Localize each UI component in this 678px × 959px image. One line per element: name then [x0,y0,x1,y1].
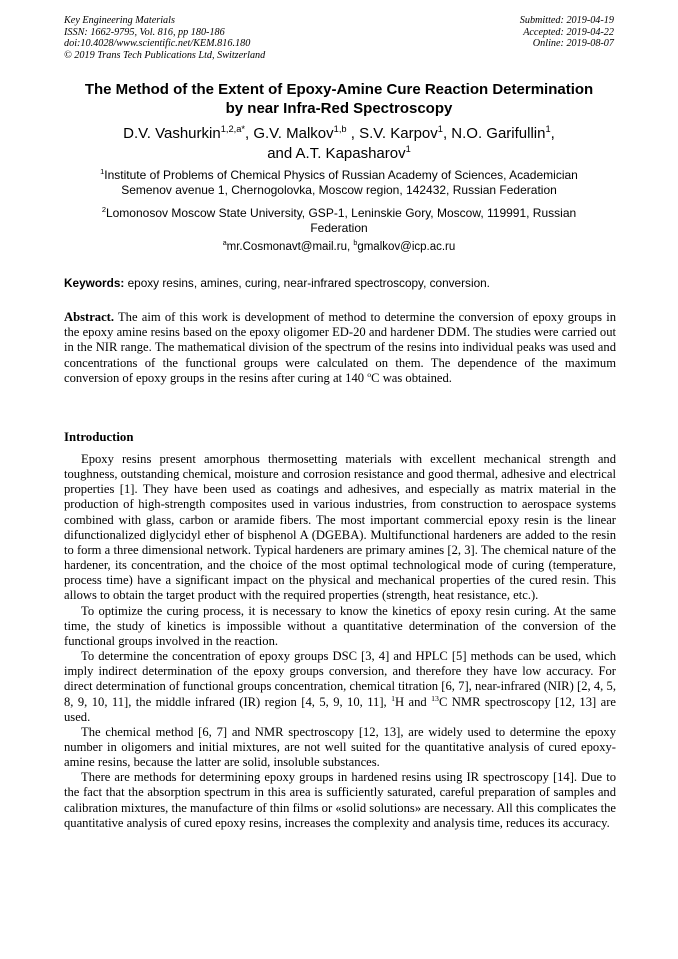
abstract-section [64,310,616,386]
author-list [40,124,638,164]
author-name: N.O. Garifullin [451,125,546,142]
intro-paragraph-5: There are methods for determining epoxy groups in hardened resins using IR spectroscopy [14]. Due to the fact that the absorption spectrum in this area is sufficiently saturated, careful preparation of samples and calibration mixtures, the manufacture of thin films or «solid solutions» are necessary. All this complicates the quantitative analysis of cured epoxy resins, increases the complexity and analysis time, reduces its accuracy. [64,770,616,830]
keywords-section [64,276,616,290]
introduction-body [64,452,616,831]
online-date: Online: 2019-08-07 [532,38,614,50]
author-separator: , [346,125,360,142]
intro-paragraph-2: To optimize the curing process, it is necessary to know the kinetics of epoxy resin curing. At the same time, the study of kinetics is impossible without a quantitative determination of the conversion of the functional groups involved in the reaction. [64,603,616,648]
intro-p3-text: C NMR spectroscopy [12, 13] are used. [64,694,616,724]
author-affiliation-mark: 1,2,a* [220,124,245,134]
abstract-label: Abstract. [64,310,115,324]
keywords-label: Keywords: [64,276,125,290]
affiliation-mark: 1 [100,167,105,176]
author-name: G.V. Malkov [253,125,334,142]
intro-paragraph-3 [64,649,616,725]
abstract-text-end: C was obtained. [371,370,452,385]
isotope-mark-1h: 1 [391,693,396,703]
author-name: S.V. Karpov [359,125,438,142]
paper-title [40,80,638,118]
author-separator: , [245,125,254,142]
email-mark-b: b [353,239,358,248]
journal-name: Key Engineering Materials [64,15,175,26]
journal-header-left [64,15,265,61]
author-affiliation-mark: 1 [405,144,411,154]
isotope-mark-13c: 13 [431,693,439,703]
author-emails [40,240,638,254]
journal-header-right [520,15,614,50]
intro-p3-text: H and [395,694,432,709]
intro-paragraph-1: Epoxy resins present amorphous thermosetting materials with excellent mechanical strength and toughness, outstanding chemical, moisture and corrosion resistance and good thermal, adhesive and electrical properties [1]. They have been used as coatings and adhesives, and especially as matrix material in the production of high-strength composites used in various industries, from construction to aerospace systems combined with glass, carbon or aramide fibers. The most important commercial epoxy resin is the linear difunctionalized diglycidyl ether of bisphenol A (DGEBA). Multifunctional hardeners are added to the resin to form a three dimensional network. Typical hardeners are primary amines [2, 3]. The chemical nature of the hardener, its concentration, and the choice of the most optimal technological mode of curing (temperature, process time) have a significant impact on the physical and mechanical properties of the cured resin. This allows to obtain the target product with the required properties (strength, heat resistance, etc.). [64,452,616,603]
issn-line: ISSN: 1662-9795, Vol. 816, pp 180-186 [64,26,225,38]
affiliation-1 [84,168,594,198]
intro-paragraph-4: The chemical method [6, 7] and NMR spectroscopy [12, 13], are widely used to determine the epoxy number in oligomers and initial mixtures, are not well suited for the quantitative analysis of cured epoxy-amine resins, because the latter are solid, insoluble substances. [64,724,616,770]
author-affiliation-mark: 1,b [333,124,347,134]
email-separator: , [346,241,354,253]
author-affiliation-mark: 1 [437,124,443,134]
accepted-date: Accepted: 2019-04-22 [523,26,614,38]
title-line-1: The Method of the Extent of Epoxy-Amine Cure Reaction Determination [84,81,594,98]
doi-line: doi:10.4028/www.scientific.net/KEM.816.180 [64,38,251,50]
author-name: and A.T. Kapasharov [267,145,406,162]
copyright-line: © 2019 Trans Tech Publications Ltd, Switzerland [64,49,266,61]
author-separator: , [442,125,452,142]
email-a-link[interactable]: mr.Cosmonavt@mail.ru [226,241,347,253]
affiliation-mark: 2 [101,205,106,214]
introduction-heading: Introduction [64,430,134,444]
author-name: D.V. Vashurkin [123,125,221,142]
email-b-link[interactable]: gmalkov@icp.ac.ru [357,241,456,253]
abstract-text: The aim of this work is development of method to determine the conversion of epoxy groups in the epoxy amine resins based on the epoxy oligomer ED-20 and hardener DDM. The studies were carried out in the NIR range. The mathematical division of the spectrum of the resins into individual peaks was used and concentrations of the functional groups were calculated on them. The dependence of the maximum conversion of epoxy groups in the resins after curing at 140 [64,310,616,385]
author-separator: , [550,125,555,142]
author-affiliation-mark: 1 [545,124,551,134]
intro-p3-text: To determine the concentration of epoxy groups DSC [3, 4] and HPLC [5] methods can be used, which imply indirect determination of the epoxy groups conversion, and therefore they have low accuracy. For direct determination of functional groups concentration, chemical titration [6, 7], near-infrared (NIR) [2, 4, 5, 8, 9, 10, 11], the middle infrared (IR) region [4, 5, 9, 10, 11], [64,649,616,709]
degree-mark: o [367,369,372,379]
keywords-text: epoxy resins, amines, curing, near-infrared spectroscopy, conversion. [124,276,490,290]
title-line-2: by near Infra-Red Spectroscopy [225,100,453,117]
affiliation-text: Institute of Problems of Chemical Physics of Russian Academy of Sciences, Academician Semenov avenue 1, Chernogolovka, Moscow region, 142432, Russian Federation [104,168,578,197]
email-mark-a: a [222,239,227,248]
affiliation-2 [84,206,594,236]
submitted-date: Submitted: 2019-04-19 [519,15,614,26]
affiliation-text: Lomonosov Moscow State University, GSP-1, Leninskie Gory, Moscow, 119991, Russian Federation [105,206,577,235]
